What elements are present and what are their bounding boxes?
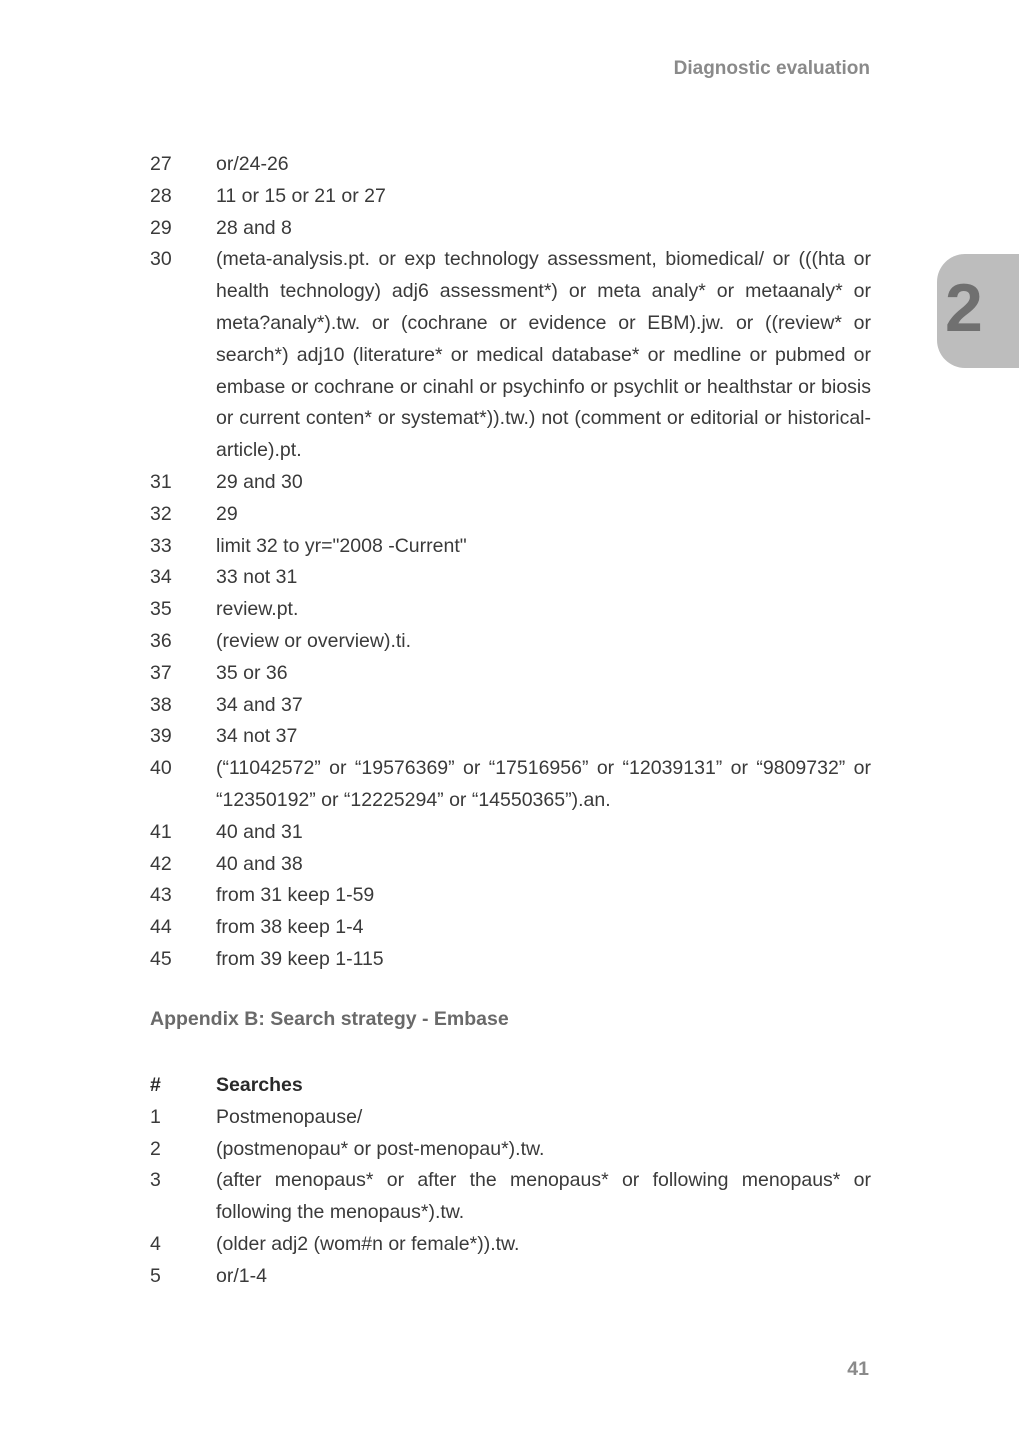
search-text: (meta-analysis.pt. or exp technology assessment, biomedical/ or (((hta or health technology) adj6 assessment*) or meta analy* or metaanaly* or meta?analy*).tw. or (cochrane or evidence or EBM).jw. or ((review* or search*) adj10 (literature* or medical database* or medline or pubmed or embase or cochrane or cinahl or psychinfo or psychlit or healthstar or biosis or current conten* or systemat*)).tw.) not (comment or editorial or historical-article).pt.: [216, 248, 871, 462]
search-number: 4: [150, 1232, 161, 1255]
search-row: [150, 849, 871, 881]
search-row: [150, 721, 871, 753]
search-row: [150, 626, 871, 658]
search-number: 5: [150, 1264, 161, 1287]
chapter-tab: [937, 254, 1019, 368]
search-number: 36: [150, 629, 172, 652]
search-row: [150, 1261, 871, 1293]
search-number: 44: [150, 916, 172, 939]
search-row: [150, 562, 871, 594]
search-text: 28 and 8: [216, 216, 292, 239]
search-number: 28: [150, 184, 172, 207]
search-text: 40 and 38: [216, 852, 303, 875]
search-text: Postmenopause/: [216, 1105, 363, 1128]
medline-search-list: [150, 149, 871, 976]
search-text: 34 not 37: [216, 725, 298, 748]
page-number: 41: [847, 1358, 869, 1380]
search-number: 45: [150, 947, 172, 970]
search-number: 27: [150, 153, 172, 175]
search-text: or/1-4: [216, 1264, 267, 1287]
search-text: (after menopaus* or after the menopaus* or following menopaus* or following the menopaus*).tw.: [216, 1169, 871, 1224]
column-header-searches: Searches: [216, 1074, 303, 1096]
search-row: [150, 690, 871, 722]
chapter-number: 2: [945, 270, 983, 346]
search-number: 38: [150, 693, 172, 716]
search-text: (“11042572” or “19576369” or “17516956” or “12039131” or “9809732” or “12350192” or “12225294” or “14550365”).an.: [216, 757, 871, 811]
search-row: [150, 181, 871, 213]
search-row: [150, 213, 871, 245]
search-text: from 39 keep 1-115: [216, 947, 384, 970]
search-text: (postmenopau* or post-menopau*).tw.: [216, 1137, 545, 1160]
search-row: [150, 149, 871, 181]
search-number: 37: [150, 661, 172, 684]
search-text: 29: [216, 502, 238, 525]
search-text: 34 and 37: [216, 693, 303, 716]
search-row: [150, 817, 871, 849]
search-row: [150, 658, 871, 690]
search-row: [150, 244, 871, 467]
search-number: 42: [150, 852, 172, 875]
search-text: 11 or 15 or 21 or 27: [216, 184, 386, 207]
embase-search-list: [150, 1070, 871, 1293]
search-number: 29: [150, 216, 172, 239]
search-number: 2: [150, 1137, 161, 1160]
search-text: from 38 keep 1-4: [216, 916, 364, 939]
search-number: 40: [150, 757, 172, 780]
search-number: 39: [150, 725, 172, 748]
search-row: [150, 880, 871, 912]
search-number: 30: [150, 248, 172, 271]
search-text: or/24-26: [216, 153, 289, 175]
search-row: [150, 753, 871, 817]
appendix-b-heading: Appendix B: Search strategy - Embase: [150, 1008, 509, 1030]
search-number: 32: [150, 502, 172, 525]
search-row: [150, 1134, 871, 1166]
search-row: [150, 1165, 871, 1229]
search-number: 35: [150, 598, 172, 621]
search-text: 35 or 36: [216, 661, 288, 684]
search-row: [150, 467, 871, 499]
search-row: [150, 1102, 871, 1134]
search-number: 31: [150, 470, 172, 493]
column-header-number: #: [150, 1074, 161, 1096]
search-row: [150, 944, 871, 976]
search-table-header: [150, 1070, 871, 1102]
search-row: [150, 531, 871, 563]
search-text: from 31 keep 1-59: [216, 884, 375, 907]
search-text: 40 and 31: [216, 820, 303, 843]
search-text: (older adj2 (wom#n or female*)).tw.: [216, 1232, 520, 1255]
search-number: 3: [150, 1169, 161, 1192]
search-text: 33 not 31: [216, 566, 298, 589]
search-row: [150, 499, 871, 531]
search-number: 34: [150, 566, 172, 589]
search-number: 33: [150, 534, 172, 557]
search-row: [150, 594, 871, 626]
search-number: 1: [150, 1105, 161, 1128]
search-text: (review or overview).ti.: [216, 629, 412, 652]
search-number: 41: [150, 820, 172, 843]
search-text: limit 32 to yr="2008 -Current": [216, 534, 467, 557]
search-text: 29 and 30: [216, 470, 303, 493]
running-header-title: Diagnostic evaluation: [673, 58, 870, 79]
search-row: [150, 912, 871, 944]
search-number: 43: [150, 884, 172, 907]
search-text: review.pt.: [216, 598, 299, 621]
search-row: [150, 1229, 871, 1261]
